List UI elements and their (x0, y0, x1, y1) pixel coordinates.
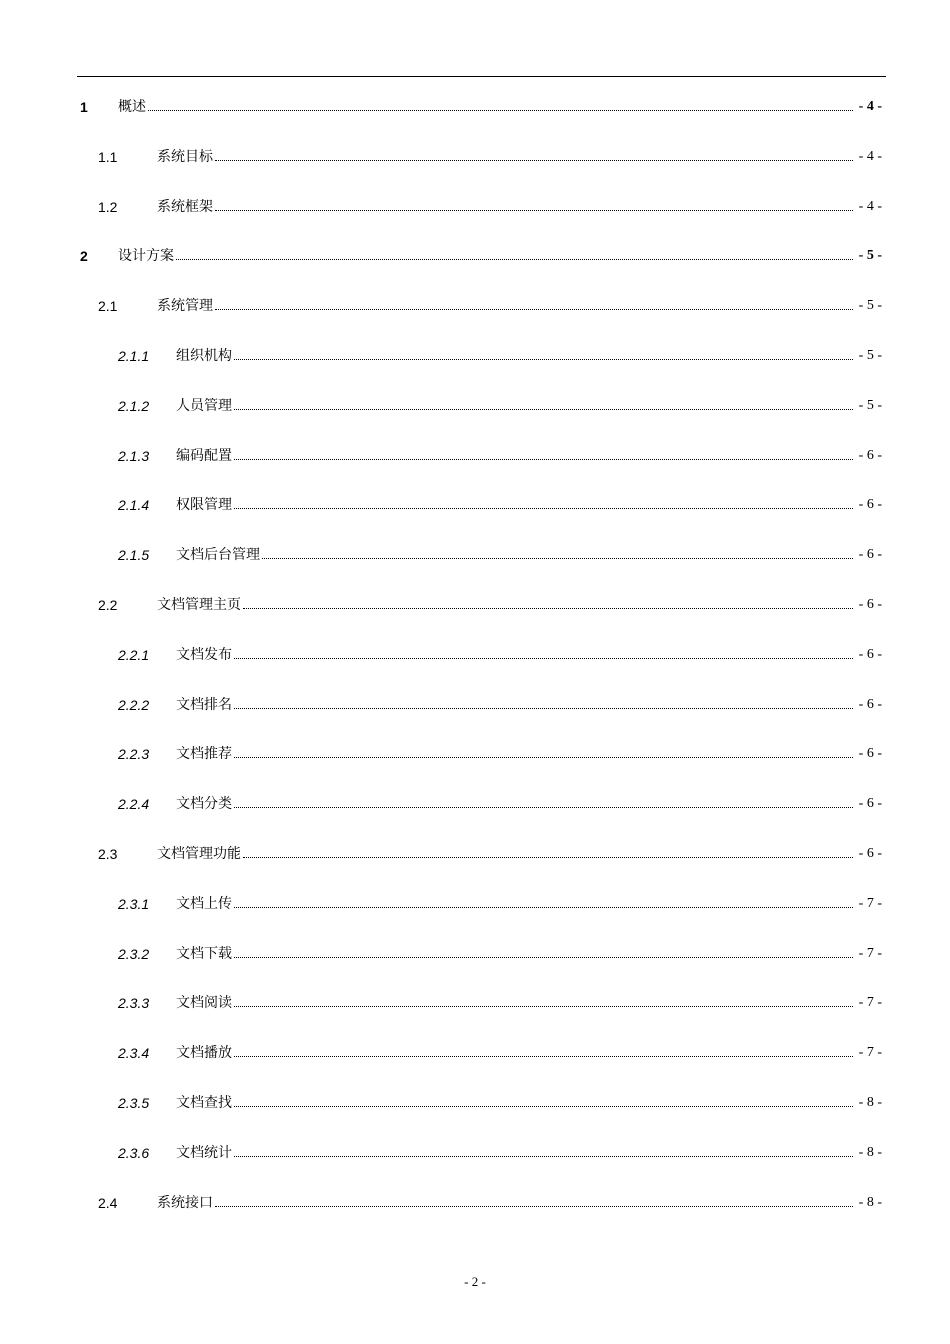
toc-entry-number: 2.1 (98, 298, 118, 314)
toc-entry-title: 文档发布 (176, 643, 234, 667)
toc-entry-page: - 8 - (856, 1091, 882, 1115)
toc-entry-page: - 4 - (856, 95, 882, 119)
toc-dot-leader (215, 309, 853, 310)
toc-entry-page: - 5 - (856, 294, 882, 318)
toc-entry[interactable] (0, 493, 950, 517)
toc-entry-page: - 6 - (856, 543, 882, 567)
toc-entry-number: 2 (80, 248, 88, 264)
toc-entry-page: - 7 - (856, 1041, 882, 1065)
toc-entry-page: - 7 - (856, 892, 882, 916)
toc-dot-leader (243, 608, 853, 609)
toc-entry[interactable] (0, 1041, 950, 1065)
toc-entry-page: - 5 - (856, 344, 882, 368)
toc-entry[interactable] (0, 942, 950, 966)
toc-dot-leader (234, 459, 853, 460)
toc-entry-title: 组织机构 (176, 344, 234, 368)
toc-entry-title: 文档上传 (176, 892, 234, 916)
toc-dot-leader (234, 508, 853, 509)
toc-dot-leader (234, 1106, 853, 1107)
toc-dot-leader (215, 160, 853, 161)
toc-entry-title: 文档阅读 (176, 991, 234, 1015)
toc-entry-title: 系统管理 (157, 294, 215, 318)
toc-dot-leader (148, 110, 853, 111)
toc-entry-page: - 6 - (856, 493, 882, 517)
toc-entry[interactable] (0, 991, 950, 1015)
toc-entry-title: 文档分类 (176, 792, 234, 816)
toc-entry-number: 2.3.1 (118, 896, 150, 912)
toc-entry-number: 1.2 (98, 199, 118, 215)
toc-entry-page: - 6 - (856, 444, 882, 468)
toc-dot-leader (234, 1006, 853, 1007)
toc-dot-leader (234, 658, 853, 659)
toc-entry-title: 系统框架 (157, 195, 215, 219)
toc-entry-page: - 8 - (856, 1191, 882, 1215)
toc-entry-title: 设计方案 (118, 244, 176, 268)
toc-entry-number: 1.1 (98, 149, 118, 165)
toc-dot-leader (234, 957, 853, 958)
toc-dot-leader (176, 259, 853, 260)
toc-entry-page: - 6 - (856, 643, 882, 667)
toc-entry-page: - 6 - (856, 742, 882, 766)
toc-entry-number: 2.1.5 (118, 547, 150, 563)
toc-entry-number: 1 (80, 99, 88, 115)
toc-dot-leader (262, 558, 853, 559)
toc-entry-title: 人员管理 (176, 394, 234, 418)
toc-entry-title: 文档统计 (176, 1141, 234, 1165)
toc-entry-page: - 7 - (856, 942, 882, 966)
toc-entry[interactable] (0, 145, 950, 169)
toc-entry-number: 2.3.5 (118, 1095, 150, 1111)
toc-dot-leader (215, 1206, 853, 1207)
page-number: - 2 - (464, 1274, 486, 1289)
toc-entry-page: - 4 - (856, 145, 882, 169)
toc-entry[interactable] (0, 842, 950, 866)
toc-entry-number: 2.1.1 (118, 348, 150, 364)
toc-entry[interactable] (0, 195, 950, 219)
toc-entry[interactable] (0, 792, 950, 816)
toc-entry-title: 文档排名 (176, 693, 234, 717)
toc-entry-title: 文档下载 (176, 942, 234, 966)
toc-entry-number: 2.3.2 (118, 946, 150, 962)
toc-entry-page: - 8 - (856, 1141, 882, 1165)
toc-entry-number: 2.3.4 (118, 1045, 150, 1061)
toc-dot-leader (243, 857, 853, 858)
header-rule (77, 76, 886, 77)
toc-entry-page: - 6 - (856, 842, 882, 866)
toc-entry[interactable] (0, 643, 950, 667)
toc-entry[interactable] (0, 892, 950, 916)
toc-entry-number: 2.1.3 (118, 448, 150, 464)
toc-entry[interactable] (0, 344, 950, 368)
toc-entry[interactable] (0, 294, 950, 318)
toc-entry-page: - 7 - (856, 991, 882, 1015)
toc-entry-number: 2.3.6 (118, 1145, 150, 1161)
toc-entry[interactable] (0, 1191, 950, 1215)
toc-entry-number: 2.4 (98, 1195, 118, 1211)
toc-entry-number: 2.2.1 (118, 647, 150, 663)
toc-entry[interactable] (0, 742, 950, 766)
toc-entry-page: - 4 - (856, 195, 882, 219)
toc-entry[interactable] (0, 244, 950, 268)
toc-dot-leader (234, 1056, 853, 1057)
toc-entry-page: - 6 - (856, 792, 882, 816)
toc-entry-number: 2.1.4 (118, 497, 150, 513)
toc-entry-number: 2.1.2 (118, 398, 150, 414)
toc-entry-title: 文档管理主页 (157, 593, 243, 617)
toc-dot-leader (234, 409, 853, 410)
toc-entry-title: 文档后台管理 (176, 543, 262, 567)
toc-entry-title: 文档查找 (176, 1091, 234, 1115)
toc-entry-number: 2.2.2 (118, 697, 150, 713)
toc-dot-leader (234, 757, 853, 758)
toc-entry-number: 2.2.4 (118, 796, 150, 812)
toc-dot-leader (234, 807, 853, 808)
toc-dot-leader (234, 708, 853, 709)
toc-entry-number: 2.3 (98, 846, 118, 862)
toc-entry-title: 权限管理 (176, 493, 234, 517)
toc-entry-title: 文档推荐 (176, 742, 234, 766)
toc-entry-page: - 5 - (856, 394, 882, 418)
toc-entry-page: - 6 - (856, 693, 882, 717)
toc-entry-page: - 6 - (856, 593, 882, 617)
toc-dot-leader (234, 907, 853, 908)
toc-entry-number: 2.3.3 (118, 995, 150, 1011)
toc-entry[interactable] (0, 543, 950, 567)
toc-entry[interactable] (0, 394, 950, 418)
toc-entry-title: 文档管理功能 (157, 842, 243, 866)
toc-entry-number: 2.2.3 (118, 746, 150, 762)
toc-dot-leader (215, 210, 853, 211)
toc-dot-leader (234, 359, 853, 360)
toc-entry[interactable] (0, 593, 950, 617)
toc-entry-page: - 5 - (856, 244, 882, 268)
toc-entry[interactable] (0, 1141, 950, 1165)
toc-entry-number: 2.2 (98, 597, 118, 613)
toc-entry-title: 系统目标 (157, 145, 215, 169)
toc-entry[interactable] (0, 1091, 950, 1115)
toc-dot-leader (234, 1156, 853, 1157)
toc-entry[interactable] (0, 95, 950, 119)
toc-entry-title: 文档播放 (176, 1041, 234, 1065)
toc-entry-title: 编码配置 (176, 444, 234, 468)
toc-entry[interactable] (0, 444, 950, 468)
toc-entry[interactable] (0, 693, 950, 717)
toc-entry-title: 系统接口 (157, 1191, 215, 1215)
toc-entry-title: 概述 (118, 95, 148, 119)
